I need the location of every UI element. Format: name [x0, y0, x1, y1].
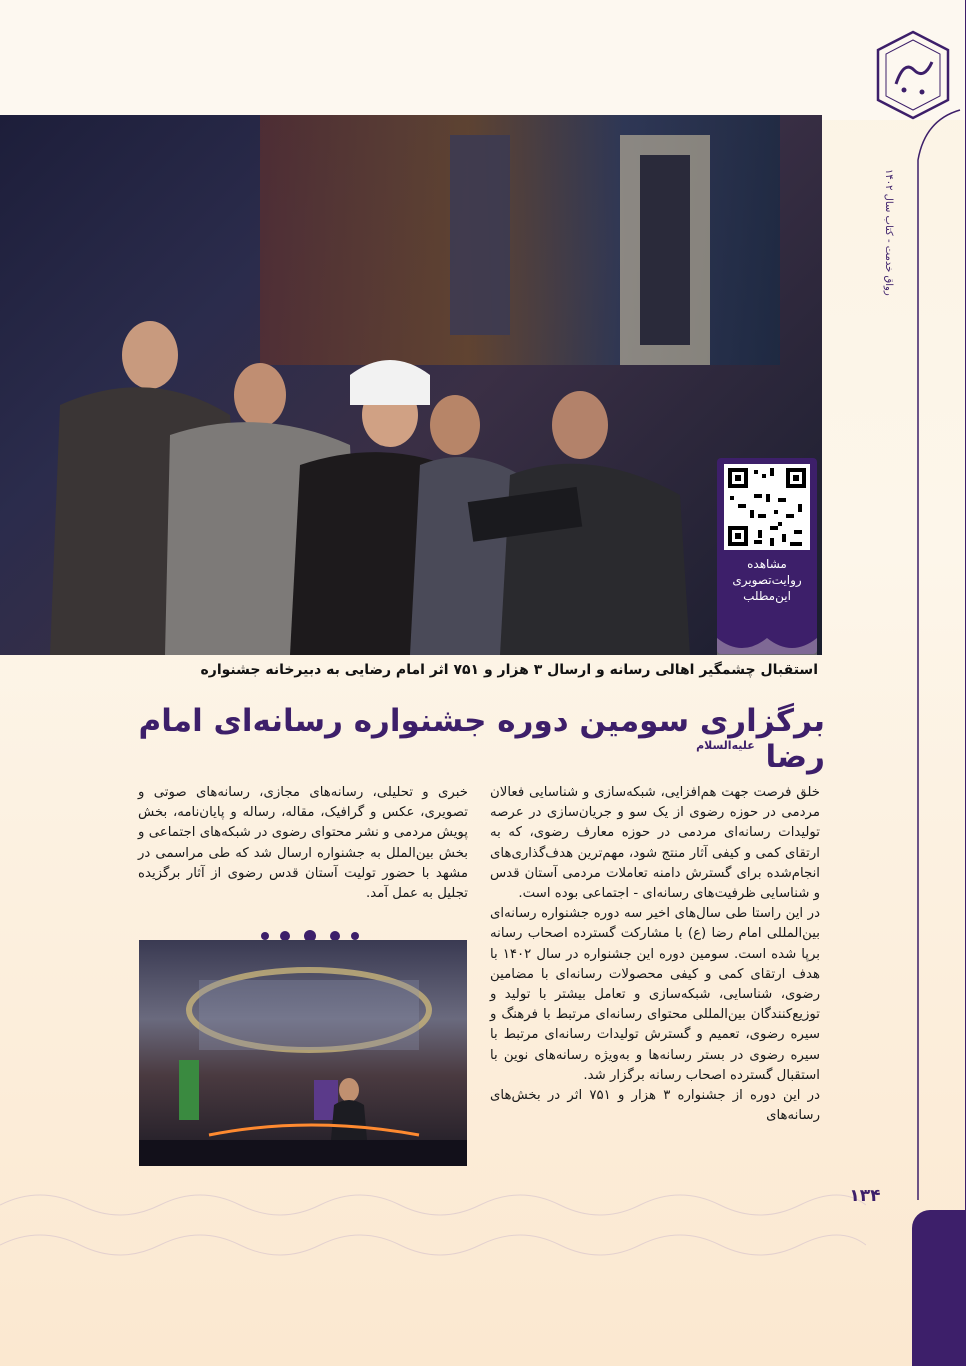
- rawaq-logo: [874, 30, 952, 120]
- corner-tab: [912, 1210, 966, 1366]
- paragraph: خلق فرصت جهت هم‌افزایی، شبکه‌سازی و شناسایی فعالان مردمی در حوزه رضوی از یک سو و جریان‌سازی در عرصه تولیدات رسانه‌ای مردمی در حوزه معارف رضوی، که به ارتقای کمی و کیفی آثار منتج شود، مهم‌ترین هدف‌گذاری‌های انجام‌شده برای گسترش دامنه تعاملات مردمی آستان قدس و شناسایی ظرفیت‌های رسانه‌ای - اجتماعی بوده است.: [490, 785, 820, 902]
- photo-caption: استقبال چشمگیر اهالی رسانه و ارسال ۳ هزار و ۷۵۱ اثر امام رضایی به دبیرخانه جشنواره: [200, 662, 818, 678]
- paragraph: خبری و تحلیلی، رسانه‌های مجازی، رسانه‌های صوتی و تصویری، عکس و گرافیک، مقاله، رساله و پایان‌نامه، بخش پویش مردمی و نشر محتوای رضوی در شبکه‌های اجتماعی و بخش بین‌الملل به جشنواره ارسال شد که طی مراسمی در مشهد با حضور تولیت آستان قدس رضوی از آثار برگزیده تجلیل به عمل آمد.: [138, 785, 468, 902]
- bottom-pattern: [0, 1185, 866, 1285]
- qr-label-line1: مشاهده: [747, 557, 787, 571]
- paragraph: در این دوره از جشنواره ۳ هزار و ۷۵۱ اثر در بخش‌های رسانه‌های: [490, 1088, 820, 1124]
- qr-code-panel[interactable]: [717, 458, 817, 654]
- article-left-column: [138, 783, 468, 904]
- vertical-caption: رواق خدمت - کتاب سال ۱۴۰۲: [883, 169, 894, 296]
- article-headline: [135, 703, 825, 775]
- ceremony-photo: [0, 115, 822, 655]
- stage-photo-illustration: [139, 940, 467, 1166]
- page-header-band: [0, 0, 966, 120]
- article-right-column: [490, 783, 820, 1126]
- paragraph: در این راستا طی سال‌های اخیر سه دوره جشنواره رسانه‌ای بین‌المللی امام رضا (ع) با مشارکت گسترده اصحاب رسانه برپا شده است. سومین دوره این جشنواره در سال ۱۴۰۲ با هدف ارتقای کمی و کیفی محصولات رسانه‌ای با مضامین رضوی، شناسایی، شبکه‌سازی و تعامل بیشتر با تولید و توزیع‌کنندگان بین‌المللی محتوای رسانه‌ای مرتبط با فرهنگ و سیره رضوی، تعمیم و گسترش تولیدات رسانه‌ای مرتبط با سیره رضوی در بستر رسانه‌ها و به‌ویژه رسانه‌های نوین با استقبال گسترده اصحاب رسانه برگزار شد.: [490, 906, 820, 1083]
- ceremony-photo-illustration: [0, 115, 822, 655]
- headline-honorific: علیه‌السلام: [696, 739, 755, 752]
- headline-title: برگزاری سومین دوره جشنواره رسانه‌ای امام رضا: [138, 703, 825, 775]
- qr-panel-ornament: [717, 628, 817, 658]
- qr-label-line2: روایت‌تصویری: [732, 573, 802, 587]
- qr-label-line3: این‌مطلب: [743, 589, 791, 603]
- stage-photo: [139, 940, 467, 1166]
- qr-code[interactable]: [724, 464, 810, 550]
- qr-label: [717, 556, 817, 604]
- page-number: ۱۳۴: [849, 1186, 881, 1206]
